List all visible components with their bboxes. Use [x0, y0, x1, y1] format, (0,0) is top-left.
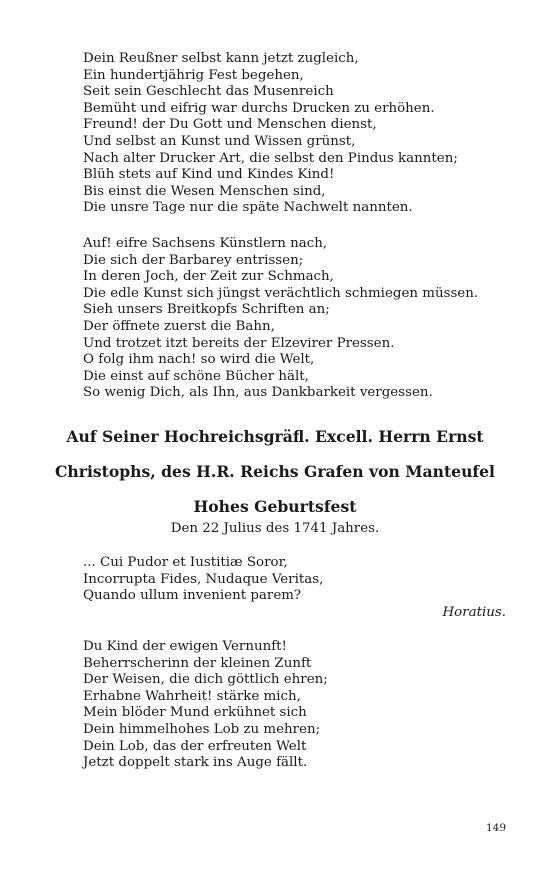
- verse-line: Jetzt doppelt stark ins Auge fällt.: [83, 755, 308, 771]
- verse-line: Die unsre Tage nur die späte Nachwelt nannten.: [83, 200, 413, 216]
- latin-motto: [83, 555, 523, 605]
- verse-line: Die edle Kunst sich jüngst verächtlich schmiegen müssen.: [83, 285, 479, 301]
- verse-line: Nach alter Drucker Art, die selbst den Pindus kannten;: [83, 150, 458, 166]
- motto-attribution: Horatius.: [442, 605, 506, 620]
- verse-line: Blüh stets auf Kind und Kindes Kind!: [83, 167, 335, 183]
- poem-stanza-1: [83, 51, 523, 217]
- verse-line: Der öffnete zuerst die Bahn,: [83, 318, 275, 334]
- motto-line: Incorrupta Fides, Nudaque Veritas,: [83, 571, 324, 587]
- verse-line: Dein Reußner selbst kann jetzt zugleich,: [83, 51, 359, 66]
- verse-line: Der Weisen, die dich göttlich ehren;: [83, 672, 328, 688]
- verse-line: Mein blöder Mund erkühnet sich: [83, 705, 307, 721]
- verse-line: Dein Lob, das der erfreuten Welt: [83, 738, 307, 754]
- poem-title-line-3: Hohes Geburtsfest: [193, 497, 357, 516]
- page-number: 149: [485, 822, 506, 834]
- verse-line: Seit sein Geschlecht das Musenreich: [83, 84, 334, 100]
- verse-line: Du Kind der ewigen Vernunft!: [83, 639, 287, 654]
- verse-line: Erhabne Wahrheit! stärke mich,: [83, 688, 301, 704]
- verse-line: Und selbst an Kunst und Wissen grünst,: [83, 133, 356, 149]
- poem-title-line-1: Auf Seiner Hochreichsgräfl. Excell. Herrn Ernst: [66, 427, 484, 446]
- verse-line: Beherrscherinn der kleinen Zunft: [83, 655, 312, 671]
- verse-line: In deren Joch, der Zeit zur Schmach,: [83, 269, 334, 285]
- verse-line: Freund! der Du Gott und Menschen dienst,: [83, 117, 377, 133]
- verse-line: Bemüht und eifrig war durchs Drucken zu erhöhen.: [83, 100, 435, 116]
- verse-line: Die einst auf schöne Bücher hält,: [83, 368, 309, 384]
- verse-line: Ein hundertjährig Fest begehen,: [83, 67, 304, 83]
- poem-stanza-2: [83, 236, 523, 402]
- verse-line: O folg ihm nach! so wird die Welt,: [83, 352, 315, 368]
- verse-line: Sieh unsers Breitkopfs Schriften an;: [83, 302, 330, 318]
- verse-line: Auf! eifre Sachsens Künstlern nach,: [83, 236, 328, 251]
- poem-dateline: Den 22 Julius des 1741 Jahres.: [170, 521, 380, 536]
- poem-title-line-2: Christophs, des H.R. Reichs Grafen von Manteufel: [55, 462, 495, 481]
- verse-line: So wenig Dich, als Ihn, aus Dankbarkeit vergessen.: [83, 385, 433, 401]
- motto-line: ... Cui Pudor et Iustitiæ Soror,: [83, 555, 288, 570]
- verse-line: Bis einst die Wesen Menschen sind,: [83, 183, 326, 199]
- poem-stanza-3: [83, 639, 523, 772]
- verse-line: Und trotzet itzt bereits der Elzevirer Pressen.: [83, 335, 395, 351]
- verse-line: Dein himmelhohes Lob zu mehren;: [83, 721, 321, 737]
- motto-line: Quando ullum invenient parem?: [83, 588, 302, 604]
- verse-line: Die sich der Barbarey entrissen;: [83, 252, 304, 268]
